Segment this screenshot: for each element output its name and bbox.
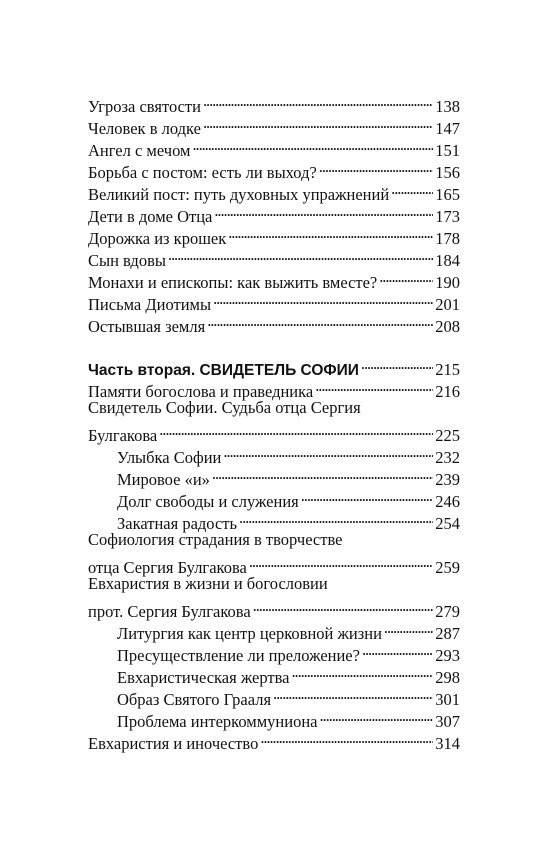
toc-entry-title: Памяти богослова и праведника [88,382,314,401]
toc-entry-title: Ангел с мечом [88,141,191,160]
toc-entry-page: 225 [435,426,460,445]
toc-subentry-page: 287 [435,624,460,643]
toc-entry-page: 184 [435,251,460,270]
dot-leader [228,222,433,244]
toc-entry-title: Дети в доме Отца [88,207,213,226]
dot-leader [203,90,433,112]
toc-entry-page: 259 [435,558,460,577]
table-of-contents [88,90,460,753]
toc-subentry-title: Образ Святого Грааля [117,690,272,709]
toc-entry-title: Монахи и епископы: как выжить вместе? [88,273,378,292]
toc-entry-title: Остывшая земля [88,317,206,336]
toc-entry-title-line1: Свидетель Софии. Судьба отца Сергия [88,398,361,417]
toc-subentry-page: 293 [435,646,460,665]
toc-entry-title: Великий пост: путь духовных упражнений [88,185,390,204]
toc-entry [88,90,460,116]
toc-subentry-page: 246 [435,492,460,511]
dot-leader [192,134,433,156]
toc-entry-title-line1: Евхаристия в жизни и богословии [88,574,328,593]
toc-entry-title: Человек в лодке [88,119,201,138]
toc-entry-page: 147 [435,119,460,138]
dot-leader [319,156,433,178]
dot-leader [239,507,433,529]
toc-entry-page: 201 [435,295,460,314]
toc-entry-page: 165 [435,185,460,204]
toc-subentry-page: 232 [435,448,460,467]
part-title: Часть вторая. СВИДЕТЕЛЬ СОФИИ [88,362,359,379]
toc-entry-title: Угроза святости [88,97,201,116]
toc-subentry-page: 254 [435,514,460,533]
toc-entry-title-line2: прот. Сергия Булгакова [88,602,251,621]
toc-subentry-title: Улыбка Софии [117,448,222,467]
toc-entry-page: 151 [435,141,460,160]
dot-leader [168,244,433,266]
toc-subentry-title: Мировое «и» [117,470,210,489]
dot-leader [203,112,433,134]
dot-leader [253,595,434,617]
dot-leader [362,639,433,661]
toc-subentry-page: 298 [435,668,460,687]
dot-leader [249,551,433,573]
toc-entry-page: 173 [435,207,460,226]
dot-leader [315,375,433,397]
toc-entry-title: Борьба с постом: есть ли выход? [88,163,317,182]
dot-leader [213,288,433,310]
toc-entry-page: 138 [435,97,460,116]
toc-entry-title-line1: Софиология страдания в творчестве [88,530,343,549]
toc-entry-title: Письма Диотимы [88,295,212,314]
dot-leader [301,485,434,507]
toc-subentry-title: Пресуществление ли преложение? [117,646,360,665]
dot-leader [212,463,433,485]
dot-leader [223,441,433,463]
toc-entry-title: Дорожка из крошек [88,229,227,248]
dot-leader [384,617,433,639]
toc-entry [88,551,460,577]
dot-leader [361,353,433,375]
dot-leader [260,727,433,749]
toc-subentry-page: 301 [435,690,460,709]
dot-leader [273,683,433,705]
toc-entry-page: 178 [435,229,460,248]
toc-entry-page: 279 [435,602,460,621]
toc-entry-page: 208 [435,317,460,336]
part-page: 215 [435,360,460,379]
toc-entry [88,595,460,621]
toc-entry-title: Сын вдовы [88,251,166,270]
toc-entry-title-line2: Булгакова [88,426,158,445]
dot-leader [379,266,433,288]
toc-subentry-page: 307 [435,712,460,731]
toc-entry-page: 190 [435,273,460,292]
toc-entry-page: 156 [435,163,460,182]
dot-leader [159,419,433,441]
toc-subentry-title: Закатная радость [117,514,238,533]
toc-subentry-title: Евхаристическая жертва [117,668,290,687]
toc-entry [88,419,460,445]
toc-subentry-page: 239 [435,470,460,489]
dot-leader [391,178,433,200]
toc-subentry-title: Долг свободы и служения [117,492,299,511]
toc-part-heading [88,353,460,379]
toc-entry-page: 314 [435,734,460,753]
toc-entry-title-line2: отца Сергия Булгакова [88,558,247,577]
toc-subentry-title: Литургия как центр церковной жизни [117,624,382,643]
toc-subentry-title: Проблема интеркоммуниона [117,712,318,731]
toc-entry-page: 216 [435,382,460,401]
dot-leader [207,310,433,332]
dot-leader [320,705,434,727]
toc-entry-title: Евхаристия и иночество [88,734,259,753]
dot-leader [214,200,433,222]
dot-leader [291,661,433,683]
